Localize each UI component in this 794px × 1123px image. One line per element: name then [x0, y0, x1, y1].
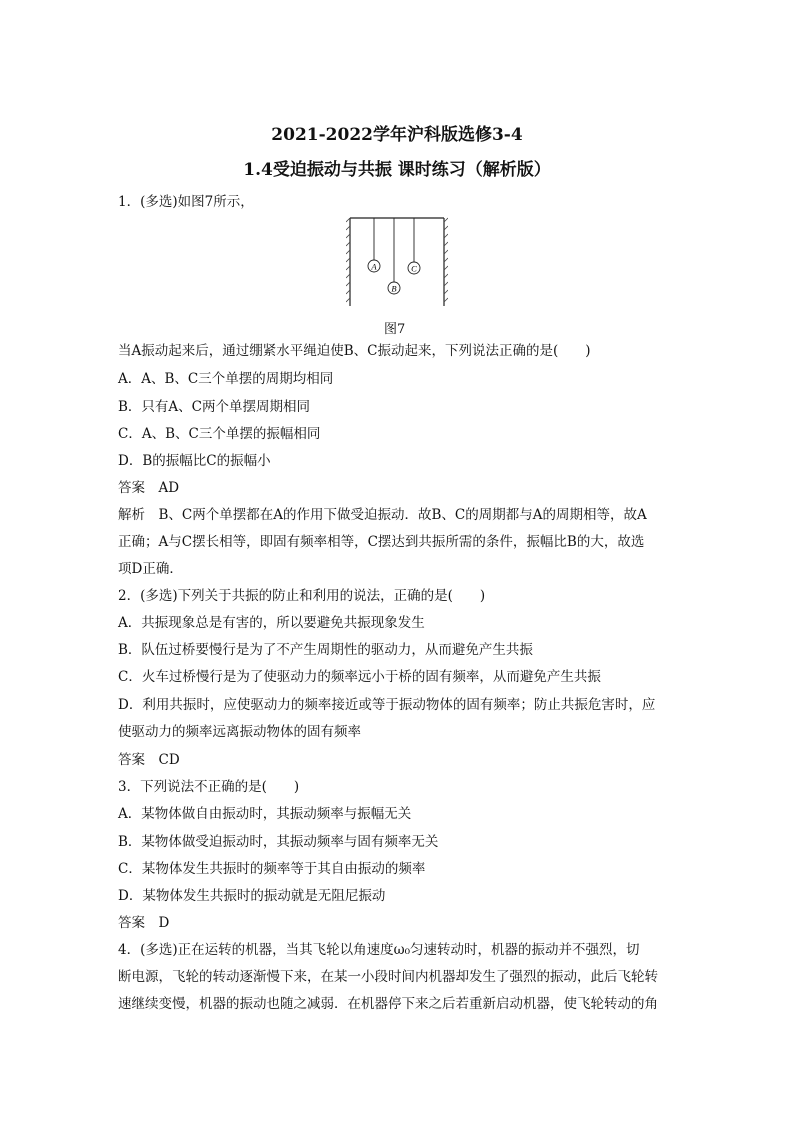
q2-option-b: B．队伍过桥要慢行是为了不产生周期性的驱动力，从而避免产生共振	[118, 642, 533, 658]
q3-option-d: D．某物体发生共振时的振动就是无阻尼振动	[118, 888, 386, 904]
q2-option-d: D．利用共振时，应使驱动力的频率接近或等于振动物体的固有频率；防止共振危害时，应	[118, 697, 656, 713]
pendulum-figure	[346, 214, 448, 309]
q3-option-b: B．某物体做受迫振动时，其振动频率与固有频率无关	[118, 834, 439, 850]
q1-question: 当A振动起来后，通过绷紧水平绳迫使B、C振动起来，下列说法正确的是( )	[118, 343, 591, 359]
q1-answer: 答案 AD	[118, 480, 180, 496]
q1-analysis-line: 项D正确．	[118, 561, 183, 577]
q1-option-a: A．A、B、C三个单摆的周期均相同	[118, 371, 334, 387]
q2-option-d-cont: 使驱动力的频率远离振动物体的固有频率	[118, 724, 361, 740]
document-title: 2021-2022学年沪科版选修3-4	[271, 125, 523, 145]
q1-stem: 1．(多选)如图7所示，	[118, 194, 254, 210]
bob-b-label: B	[391, 283, 397, 294]
q4-line: 4．(多选)正在运转的机器，当其飞轮以角速度ω₀匀速转动时，机器的振动并不强烈，切	[118, 942, 640, 958]
q1-option-d: D．B的振幅比C的振幅小	[118, 453, 271, 469]
q1-analysis-line: 正确；A与C摆长相等，即固有频率相等，C摆达到共振所需的条件，振幅比B的大，故选	[118, 534, 645, 550]
q3-stem: 3．下列说法不正确的是( )	[118, 779, 300, 795]
q4-line: 速继续变慢，机器的振动也随之减弱．在机器停下来之后若重新启动机器，使飞轮转动的角	[118, 996, 658, 1012]
q2-option-a: A．共振现象总是有害的，所以要避免共振现象发生	[118, 615, 425, 631]
q3-option-a: A．某物体做自由振动时，其振动频率与振幅无关	[118, 806, 412, 822]
q3-option-c: C．某物体发生共振时的频率等于其自由振动的频率	[118, 861, 426, 877]
bob-a-label: A	[371, 261, 377, 272]
figure-caption: 图7	[384, 322, 406, 337]
q2-stem: 2．(多选)下列关于共振的防止和利用的说法，正确的是( )	[118, 588, 486, 604]
q1-option-c: C．A、B、C三个单摆的振幅相同	[118, 426, 321, 442]
bob-c-label: C	[411, 263, 417, 274]
q2-answer: 答案 CD	[118, 752, 180, 768]
q1-analysis-line: 解析 B、C两个单摆都在A的作用下做受迫振动．故B、C的周期都与A的周期相等，故A	[118, 507, 647, 523]
document-subtitle: 1.4受迫振动与共振 课时练习（解析版）	[243, 160, 551, 180]
q1-option-b: B．只有A、C两个单摆周期相同	[118, 399, 310, 415]
q4-line: 断电源，飞轮的转动逐渐慢下来，在某一小段时间内机器却发生了强烈的振动，此后飞轮转	[118, 969, 658, 985]
q2-option-c: C．火车过桥慢行是为了使驱动力的频率远小于桥的固有频率，从而避免产生共振	[118, 669, 601, 685]
q3-answer: 答案 D	[118, 915, 170, 931]
